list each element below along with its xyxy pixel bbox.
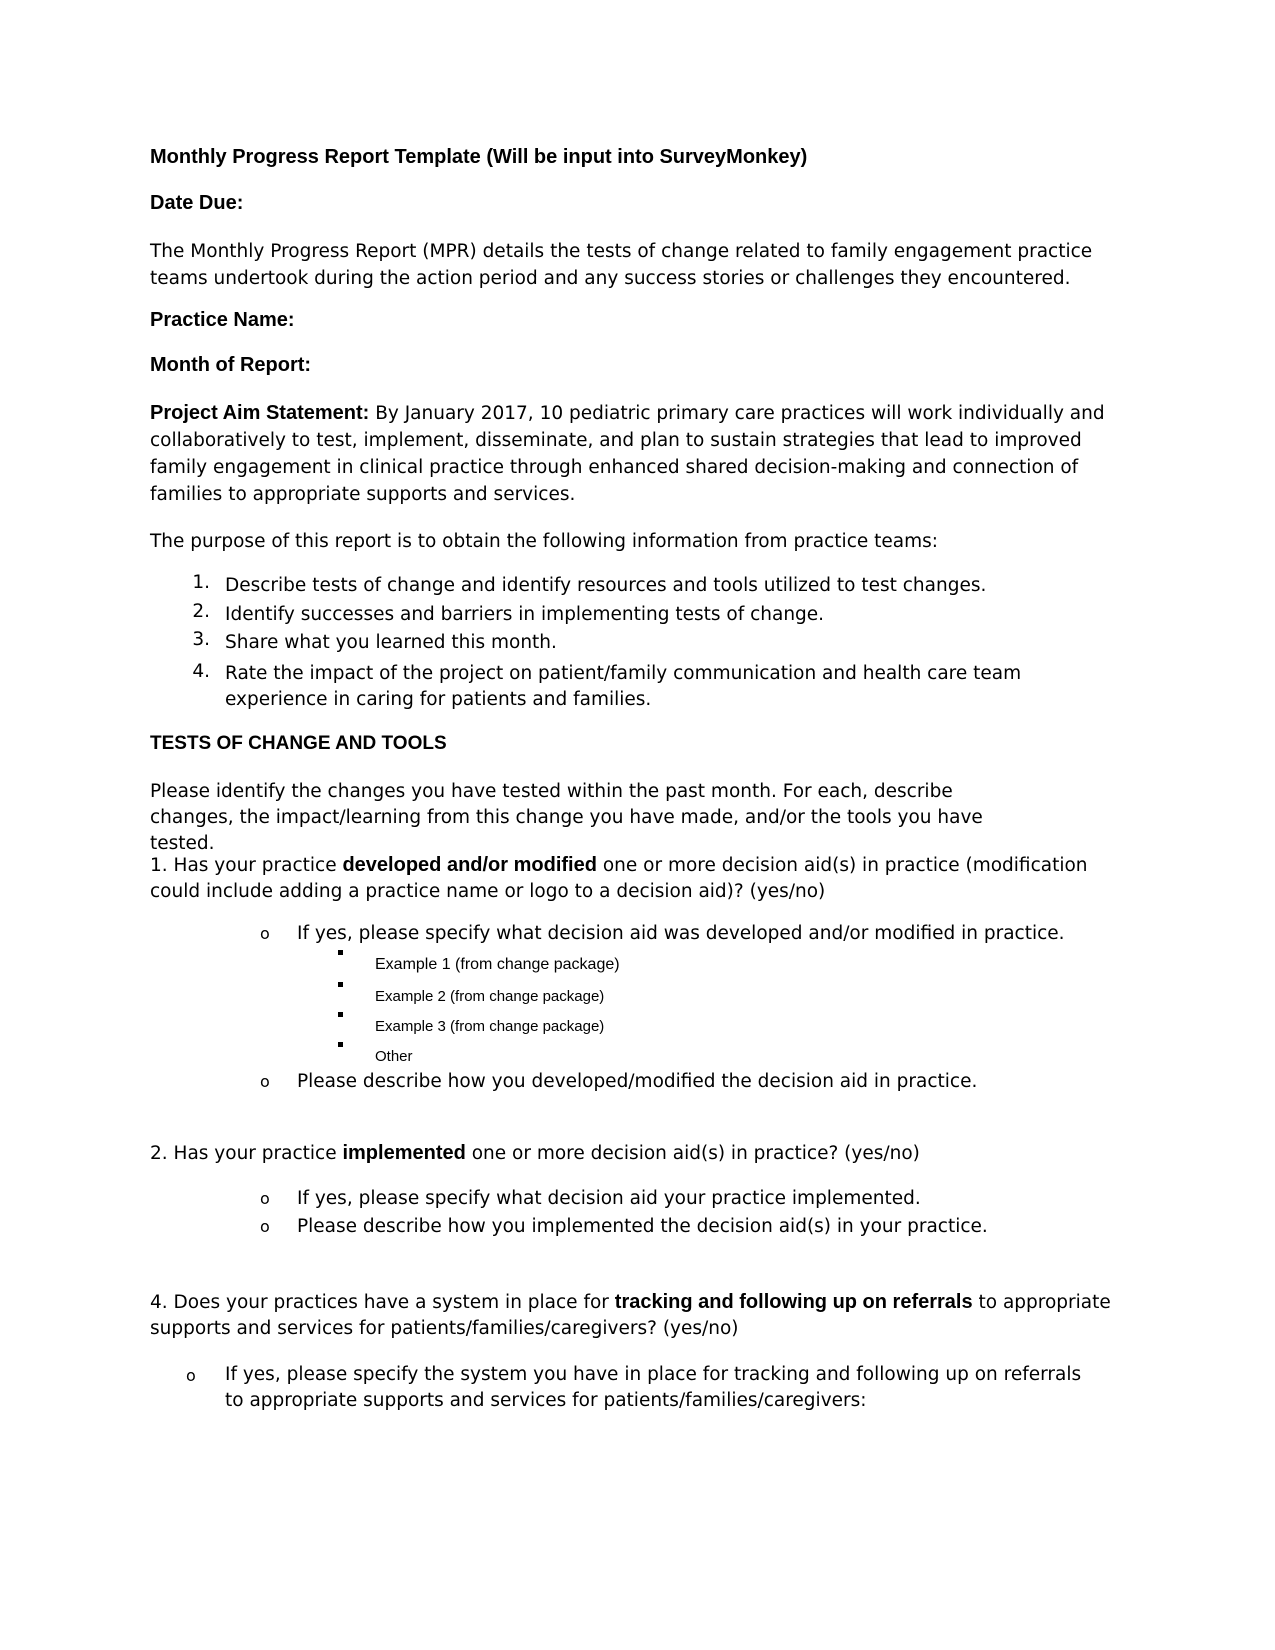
question-1-followup-1: If yes, please specify what decision aid was developed and/or modified in practice. (297, 923, 1065, 944)
example-item: Example 3 (from change package) (375, 1018, 605, 1035)
example-item: Other (375, 1048, 413, 1065)
question-2: 2. Has your practice implemented one or more decision aid(s) in practice? (yes/no) (150, 1142, 920, 1164)
square-bullet-icon (338, 950, 343, 955)
square-bullet-icon (338, 1042, 343, 1047)
question-1: 1. Has your practice developed and/or modified one or more decision aid(s) in practice (modification could include adding a practice name or logo to a decision aid)? (yes/no) (150, 854, 1088, 902)
objective-number: 1. (192, 572, 210, 593)
aim-text: By January 2017, 10 pediatric primary care practices will work individually and collaboratively to test, implement, disseminate, and plan to sustain strategies that lead to improved family engagement in clinical practice through enhanced shared decision-making and connection of families to appropriate supports and services. (150, 403, 1105, 505)
date-due-label: Date Due: (150, 192, 244, 214)
circle-bullet-icon: o (260, 924, 270, 943)
question-4: 4. Does your practices have a system in place for tracking and following up on referrals to appropriate supports and services for patients/families/caregivers? (yes/no) (150, 1291, 1111, 1339)
aim-statement (150, 400, 1125, 508)
objective-number: 2. (192, 601, 210, 622)
purpose-paragraph: The purpose of this report is to obtain the following information from practice teams: (150, 531, 938, 552)
aim-label: Project Aim Statement: (150, 402, 370, 424)
question-1-followup-2: Please describe how you developed/modified the decision aid in practice. (297, 1071, 978, 1092)
month-of-report-label: Month of Report: (150, 354, 312, 376)
question-2-followup-2: Please describe how you implemented the decision aid(s) in your practice. (297, 1216, 988, 1237)
question-1-emphasis: developed and/or modified (342, 854, 597, 876)
example-item: Example 1 (from change package) (375, 956, 620, 973)
objective-text: Identify successes and barriers in implementing tests of change. (225, 604, 825, 625)
practice-name-label: Practice Name: (150, 309, 295, 331)
document-title: Monthly Progress Report Template (Will be input into SurveyMonkey) (150, 146, 808, 168)
circle-bullet-icon: o (260, 1072, 270, 1091)
example-item: Example 2 (from change package) (375, 988, 605, 1005)
objective-text: Describe tests of change and identify resources and tools utilized to test changes. (225, 575, 987, 596)
square-bullet-icon (338, 982, 343, 987)
question-2-followup-1: If yes, please specify what decision aid your practice implemented. (297, 1188, 921, 1209)
section-intro: Please identify the changes you have tested within the past month. For each, describe changes, the impact/learning from this change you have made, and/or the tools you have tested. (150, 781, 983, 854)
circle-bullet-icon: o (186, 1366, 196, 1385)
question-4-emphasis: tracking and following up on referrals (614, 1291, 973, 1313)
circle-bullet-icon: o (260, 1217, 270, 1236)
question-4-followup-1: If yes, please specify the system you have in place for tracking and following up on referrals to appropriate supports and services for patients/families/caregivers: (225, 1364, 1082, 1411)
question-2-emphasis: implemented (342, 1142, 466, 1164)
square-bullet-icon (338, 1012, 343, 1017)
circle-bullet-icon: o (260, 1189, 270, 1208)
intro-paragraph: The Monthly Progress Report (MPR) details the tests of change related to family engagement practice teams undertook during the action period and any success stories or challenges they encountered. (150, 241, 1093, 289)
objective-text: Share what you learned this month. (225, 632, 557, 653)
section-heading: TESTS OF CHANGE AND TOOLS (150, 733, 447, 754)
objective-number: 3. (192, 629, 210, 650)
objective-number: 4. (192, 661, 210, 682)
objective-text: Rate the impact of the project on patient/family communication and health care team experience in caring for patients and families. (225, 663, 1022, 710)
